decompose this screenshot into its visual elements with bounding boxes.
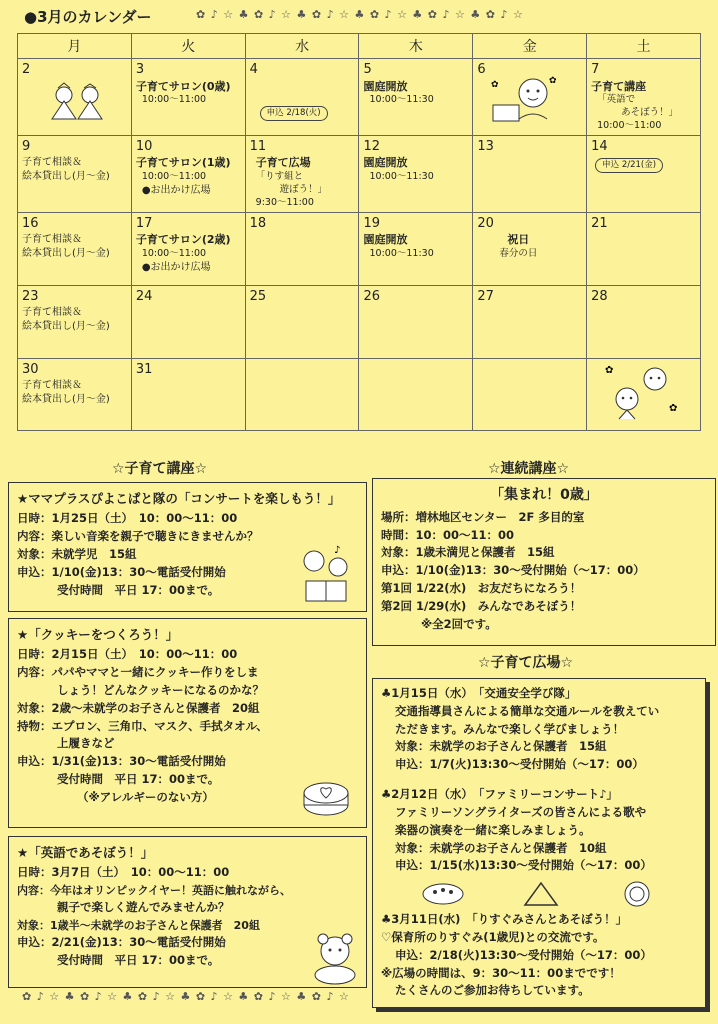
event-time: 10:00〜11:30 [369,94,434,106]
event-title: 子育て講座 [591,79,647,93]
day-number: 31 [135,361,153,377]
children-illustration [601,361,681,423]
calendar-day-cell [18,358,132,430]
event-line: 子育て相談＆ [22,380,82,392]
calendar-day-cell [473,358,587,430]
renzoku-place: 場所：増林地区センター 2F 多目的室 [381,509,585,524]
hiroba-box [372,678,706,1008]
day-number: 9 [22,138,31,154]
english-date: 日時：3月7日（土） 10：00〜11：00 [17,865,230,880]
event-title: 園庭開放 [363,233,408,247]
event-line: 遊ぼう！」 [279,184,328,196]
child-playing-illustration [485,73,565,125]
holiday-name: 春分の日 [499,248,538,260]
calendar-day-cell [131,358,245,430]
english-apply: 申込：2/21(金)13：30〜電話受付開始 [17,935,226,950]
hiroba-item-header: ♣1月15日（水） 「交通安全学び隊」 [381,686,577,700]
calendar-day-cell [18,135,132,212]
concert-apply: 申込：1/10(金)13：30〜電話受付開始 [17,564,226,579]
calendar-day-cell [473,212,587,285]
calendar-day-cell [18,212,132,285]
weekday-tue: 火 [131,34,245,59]
event-time: 10:00〜11:00 [597,120,662,132]
svg-text:♪: ♪ [334,545,341,556]
renzoku-time: 時間：10：00〜11：00 [381,527,515,542]
application-bubble: 申込 2/21(金) [595,158,663,173]
calendar-day-cell [359,135,473,212]
hiroba-item-apply: 申込：2/18(火)13:30〜受付開始（〜17：00） [395,947,652,962]
renzoku-session: 第1回 1/22(水) お友だちになろう！ [381,580,582,595]
day-number: 3 [135,62,145,77]
cookie-allergy-note: （※アレルギーのない方） [77,789,214,804]
calendar-day-cell [587,59,701,136]
english-box [8,836,367,988]
calendar-day-cell [131,59,245,136]
event-time: 10:00〜11:00 [141,171,207,183]
calendar-day-cell [131,212,245,285]
hiroba-item-apply: 申込：1/15(水)13:30〜受付開始（〜17：00） [395,858,652,873]
calendar-day-cell [359,212,473,285]
hiroba-item-desc: ♡保育所のりすぐみ(1歳児)との交流です。 [381,929,605,944]
calendar-table [17,33,701,431]
calendar-day-cell [245,107,359,212]
event-title: 子育てサロン(0歳) [135,79,231,93]
day-number: 11 [249,138,267,154]
cookie-items: 上履きなど [57,736,115,751]
day-number: 26 [363,288,381,304]
event-title: 子育てサロン(2歳) [135,233,231,247]
calendar-week [18,358,701,430]
renzoku-target: 対象：1歳未満児と保護者 15組 [381,545,555,560]
event-line: 絵本貸出し(月〜金) [22,320,110,332]
renzoku-title: 「集まれ！0歳」 [490,487,598,503]
hiroba-item-header: ♣2月12日（水） 「ファミリーコンサート♪」 [381,787,618,802]
event-time: 10:00〜11:00 [141,94,207,106]
concert-content: 内容：楽しい音楽を親子で聴きにきませんか？ [17,529,259,544]
calendar-day-cell [359,358,473,430]
calendar-day-cell [245,285,359,358]
day-number: 10 [135,138,153,154]
event-line: 絵本貸出し(月〜金) [22,247,110,259]
concert-header: ★ママプラスぴよこぱと隊の「コンサートを楽しもう！」 [17,491,341,506]
event-time: 10:00〜11:30 [369,171,434,183]
day-number: 2 [22,62,31,77]
event-title: 園庭開放 [363,79,408,93]
decorative-border-bottom: ✿ ♪ ☆ ♣ ✿ ♪ ☆ ♣ ✿ ♪ ☆ ♣ ✿ ♪ ☆ ♣ ✿ ♪ ☆ ♣ ✿ ♪ ☆ [22,990,350,1003]
weekday-mon: 月 [18,34,132,59]
event-title: 子育てサロン(1歳) [135,156,231,170]
calendar-day-cell [473,59,587,136]
cookie-box [8,618,367,828]
hiroba-time-note: ※広場の時間は、9：30〜11：00までです！ [381,965,621,980]
english-target: 対象：1歳半〜未就学のお子さんと保護者 20組 [17,919,260,933]
weekday-sat: 土 [587,34,701,59]
cookie-content: 内容：パパやママと一緒にクッキー作りをしま [17,665,259,680]
calendar-day-cell [131,285,245,358]
cookie-content: しょう！どんなクッキーになるのかな？ [57,683,264,697]
section-heading-kosodate-koza: ☆子育て講座☆ [112,461,208,477]
day-number: 13 [477,138,494,154]
hiroba-item-target: 対象：未就学のお子さんと保護者 10組 [395,840,607,855]
event-line: 子育て相談＆ [22,234,82,246]
cookie-date: 日時：2月15日（土） 10：00〜11：00 [17,647,238,662]
day-number: 27 [477,288,494,304]
event-line: あそぼう！」 [621,107,679,119]
calendar-day-cell [245,59,359,136]
section-heading-renzoku-koza: ☆連続講座☆ [488,461,570,477]
day-number: 23 [22,288,39,304]
day-number: 4 [249,62,258,77]
day-number: 6 [477,62,486,77]
hiroba-item-desc: 交通指導員さんによる簡単な交通ルールを教えてい [395,703,660,718]
event-time: 9:30〜11:00 [255,196,314,208]
calendar-day-cell [245,358,359,430]
svg-text:✿: ✿ [549,76,557,86]
animal-illustration [308,929,362,985]
concert-target: 対象：未就学児 15組 [17,547,137,561]
calendar-week [18,135,701,212]
english-content: 親子で楽しく遊んでみませんか？ [57,900,230,915]
hiroba-item-header: ♣3月11日(水) 「りすぐみさんとあそぼう！」 [381,912,628,927]
day-number: 14 [591,138,608,154]
day-number: 16 [22,215,39,231]
day-number: 21 [591,215,608,231]
calendar-day-cell [131,135,245,212]
day-number: 7 [591,62,600,77]
cookie-apply: 申込：1/31(金)13：30〜電話受付開始 [17,754,226,769]
renzoku-apply: 申込：1/10(金)13：30〜受付開始（〜17：00） [381,563,645,578]
weekday-thu: 木 [359,34,473,59]
instruments-illustration [415,879,665,909]
parent-child-reading-illustration [294,543,360,605]
english-content: 内容：今年はオリンピックイヤー！英語に触れながら、 [17,884,292,898]
weekday-fri: 金 [473,34,587,59]
application-bubble: 申込 2/18(火) [260,106,328,121]
calendar-day-cell [587,135,701,212]
calendar-day-cell [245,212,359,285]
concert-date: 日時：1月25日（土） 10：00〜11：00 [17,511,238,526]
svg-text:✿: ✿ [605,364,614,376]
event-line: 絵本貸出し(月〜金) [22,393,110,405]
day-number: 17 [135,215,153,231]
weekday-wed: 水 [245,34,359,59]
event-line: 子育て相談＆ [22,307,82,319]
english-header: ★「英語であそぼう！」 [17,845,154,860]
event-title: 子育て広場 [255,156,311,170]
renzoku-box [372,478,716,646]
event-line: 「りす組と [255,171,304,183]
calendar-week [18,212,701,285]
svg-text:✿: ✿ [491,80,499,90]
event-note: ●お出かけ広場 [141,185,211,197]
event-line: 「英語で [597,94,636,106]
svg-text:✿: ✿ [669,402,678,414]
day-number: 25 [249,288,267,304]
event-time: 10:00〜11:30 [369,248,434,260]
cookie-header: ★「クッキーをつくろう！」 [17,627,179,642]
section-heading-kosodate-hiroba: ☆子育て広場☆ [478,655,574,671]
event-line: 子育て相談＆ [22,157,82,169]
hina-dolls-illustration [44,81,110,121]
concert-reception: 受付時間 平日 17：00まで。 [57,582,220,597]
event-note: ●お出かけ広場 [141,261,211,273]
day-number: 19 [363,215,381,231]
calendar-day-cell [587,358,701,430]
calendar-day-cell [359,285,473,358]
hiroba-item-desc: ファミリーソングライターズの皆さんによる歌や [395,804,647,819]
calendar-week [18,59,701,136]
renzoku-session: 第2回 1/29(水) みんなであそぼう！ [381,598,582,613]
hiroba-welcome-note: たくさんのご参加お待ちしています。 [395,983,590,998]
hiroba-item-target: 対象：未就学のお子さんと保護者 15組 [395,739,607,754]
event-line: 絵本貸出し(月〜金) [22,170,110,182]
day-number: 24 [135,288,153,304]
event-time: 10:00〜11:00 [141,248,207,260]
cookie-target: 対象：2歳〜未就学のお子さんと保護者 20組 [17,700,260,715]
hiroba-item-desc: 楽器の演奏を一緒に楽しみましょう。 [395,822,591,837]
day-number: 18 [249,215,267,231]
calendar-day-cell [18,59,132,136]
calendar-day-cell [587,212,701,285]
holiday-label: 祝日 [507,233,530,247]
event-title: 園庭開放 [363,156,408,170]
hiroba-item-desc: ただきます。みんなで楽しく学びましょう！ [395,721,625,736]
calendar-title: ●3月のカレンダー [24,8,152,26]
day-number: 30 [22,361,39,377]
day-number: 12 [363,138,381,154]
renzoku-note: ※全2回です。 [421,616,497,631]
english-reception: 受付時間 平日 17：00まで。 [57,952,220,967]
day-number: 20 [477,215,494,231]
concert-box [8,482,367,612]
calendar-day-cell [587,285,701,358]
calendar-week [18,285,701,358]
calendar-day-cell [359,59,473,136]
cookie-items: 持物：エプロン、三角巾、マスク、手拭タオル、 [17,718,268,733]
calendar-day-cell [18,285,132,358]
day-number: 5 [363,62,372,77]
cookie-reception: 受付時間 平日 17：00まで。 [57,772,220,787]
day-number: 28 [591,288,608,304]
calendar-day-cell [473,285,587,358]
weekday-header-row [18,34,701,59]
cookie-tin-illustration [300,775,352,819]
calendar-day-cell [473,135,587,212]
decorative-border-top: ✿ ♪ ☆ ♣ ✿ ♪ ☆ ♣ ✿ ♪ ☆ ♣ ✿ ♪ ☆ ♣ ✿ ♪ ☆ ♣ ✿ ♪ ☆ [196,8,524,21]
hiroba-item-apply: 申込：1/7(火)13:30〜受付開始（〜17：00） [395,757,644,772]
